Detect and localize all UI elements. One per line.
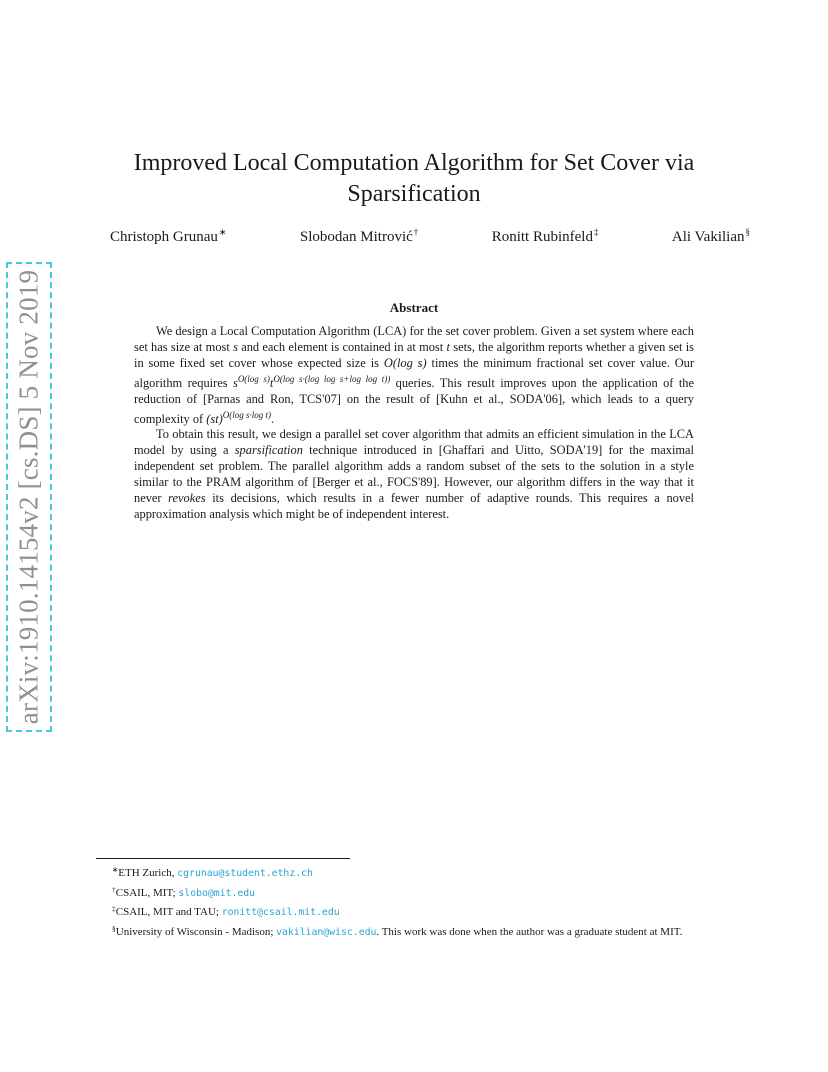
author-name: Slobodan Mitrović xyxy=(299,229,413,245)
footnote-rubinfeld xyxy=(96,901,736,921)
math-t: t xyxy=(446,339,450,354)
author-list xyxy=(110,227,750,246)
arxiv-identifier-stamp xyxy=(6,262,52,732)
author-footnote-mark: § xyxy=(745,227,750,237)
text: To obtain this result, we design a parallel set cover algorithm that admits an efficient simulation in the LCA model by using a xyxy=(134,427,694,458)
author-name: Ali Vakilian xyxy=(671,229,745,245)
text: We design a Local Computation Algorithm (LCA) for the set cover problem. Given a set system where each set has size at most xyxy=(134,324,694,354)
text: sets, the algorithm reports whether a given set is in some fixed set cover whose expected size is xyxy=(134,339,694,370)
author-footnote-mark: ‡ xyxy=(593,227,599,237)
math-query-base-t: t xyxy=(269,375,274,390)
abstract-paragraph-2 xyxy=(134,427,694,522)
math-s: s xyxy=(233,339,238,354)
footnote-divider xyxy=(96,858,350,859)
emphasis-revokes: revokes xyxy=(168,491,206,506)
footnote-mark: ∗ xyxy=(112,865,119,874)
math-query-exponent-st: O(log s·log t) xyxy=(222,409,272,420)
email-link[interactable]: slobo@mit.edu xyxy=(178,887,256,899)
footnote-vakilian xyxy=(96,921,736,941)
author-name: Ronitt Rubinfeld xyxy=(491,229,593,245)
text: its decisions, which results in a fewer number of adaptive rounds. This requires a novel approximation analysis which might be of independent interest. xyxy=(134,491,694,521)
email-link[interactable]: cgrunau@student.ethz.ch xyxy=(177,868,313,879)
author-rubinfeld xyxy=(492,227,599,246)
author-footnote-mark: † xyxy=(413,227,419,237)
footnote-mark: ‡ xyxy=(112,904,116,913)
math-query-exponent-s: O(log s) xyxy=(237,373,270,384)
math-o-log-s: O(log s) xyxy=(383,355,427,370)
footnote-mitrovic xyxy=(96,882,736,902)
email-link[interactable]: vakilian@wisc.edu xyxy=(276,926,377,938)
footnote-text: CSAIL, MIT; xyxy=(115,886,179,899)
abstract-heading: Abstract xyxy=(389,300,439,315)
author-grunau xyxy=(110,227,226,246)
math-query-exponent-t: O(log s·(log log s+log log t)) xyxy=(273,373,391,384)
abstract-body xyxy=(134,324,694,523)
footnotes xyxy=(96,862,736,940)
emphasis-sparsification: sparsification xyxy=(234,443,303,458)
footnote-mark: † xyxy=(112,884,116,894)
text: queries. This result improves upon the application of the reduction of [Parnas and Ron, TCS'07] on the result of [Kuhn et al., SODA'06], which leads to a query complexity of xyxy=(134,375,694,426)
footnote-mark: § xyxy=(112,923,116,933)
text: technique introduced in [Ghaffari and Uitto, SODA'19] for the maximal independent set problem. The parallel algorithm adds a random subset of the sets to the solution in a style similar to the PRAM algorithm of [Berger et al., FOCS'89]. However, our algorithm differs in the way that it never xyxy=(134,443,694,506)
math-query-base-st: (st) xyxy=(206,411,223,426)
text: and each element is contained in at most xyxy=(237,339,447,354)
footnote-text: ETH Zurich, xyxy=(118,867,178,879)
abstract-paragraph-1 xyxy=(134,324,694,427)
footnote-text: CSAIL, MIT and TAU; xyxy=(115,906,222,918)
author-name: Christoph Grunau xyxy=(110,229,218,245)
author-footnote-mark: ∗ xyxy=(218,227,227,237)
author-vakilian xyxy=(672,227,750,246)
footnote-text: . This work was done when the author was a graduate student at MIT. xyxy=(376,925,683,938)
paper-title: Improved Local Computation Algorithm for Set Cover via Sparsification xyxy=(133,150,695,207)
email-link[interactable]: ronitt@csail.mit.edu xyxy=(221,907,340,918)
author-mitrovic xyxy=(300,227,418,246)
footnote-text: University of Wisconsin - Madison; xyxy=(115,925,277,938)
text: times the minimum fractional set cover value. Our algorithm requires xyxy=(134,355,694,390)
math-query-base-s: s xyxy=(232,375,238,390)
arxiv-identifier: arXiv:1910.14154v2 [cs.DS] 5 Nov 2019 xyxy=(13,269,44,725)
footnote-grunau xyxy=(96,862,736,882)
text: . xyxy=(271,411,275,426)
